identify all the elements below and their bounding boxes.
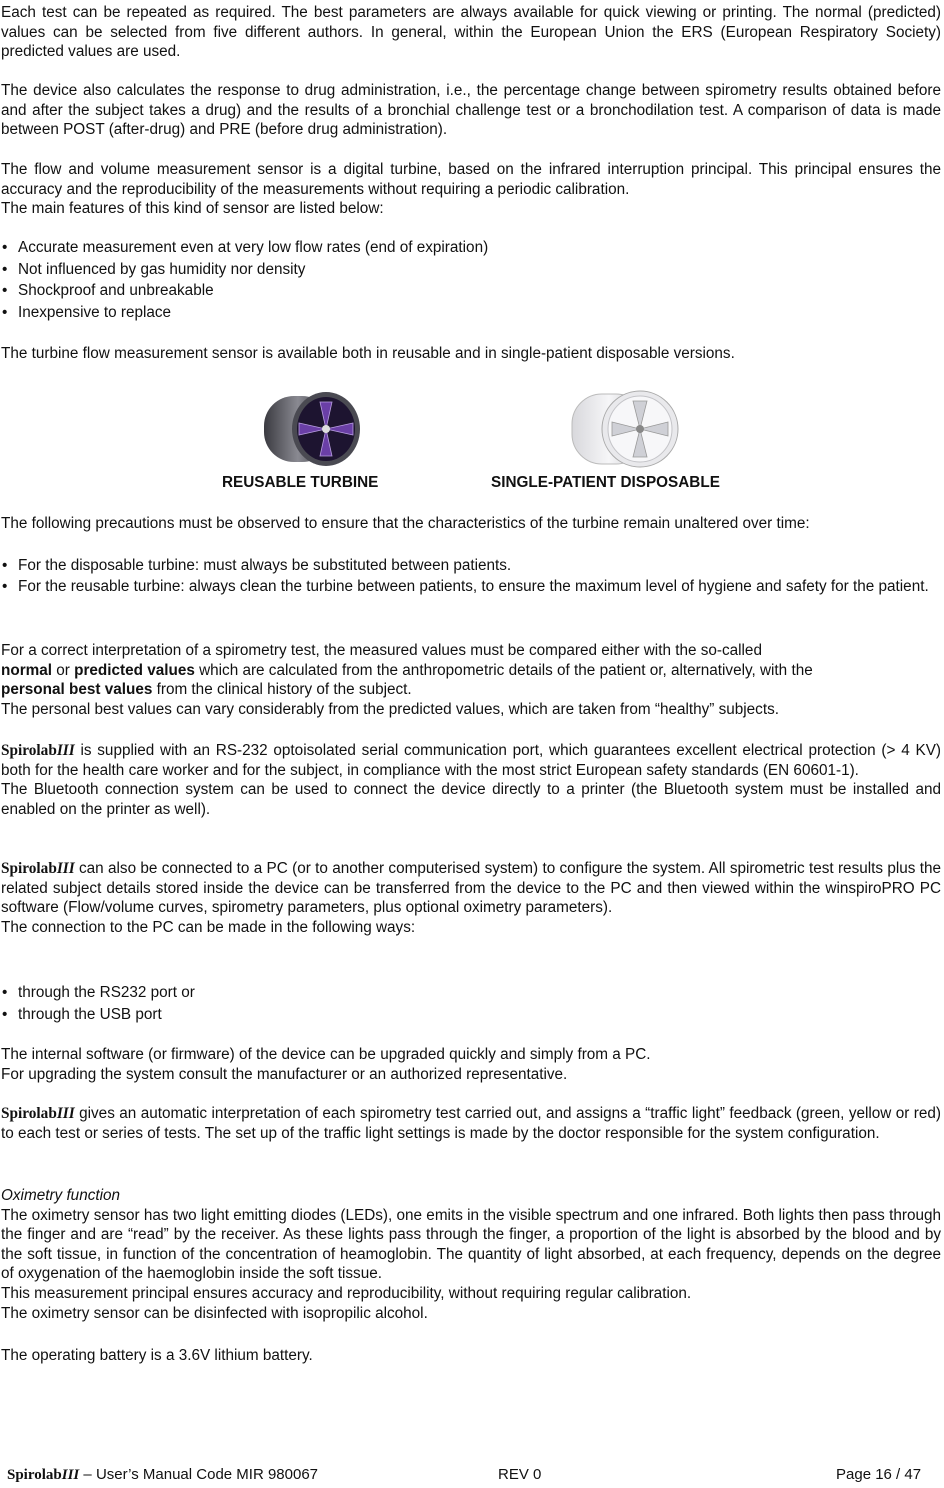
paragraph-traffic-light: SpirolabIII gives an automatic interpretation of each spirometry test carried out, and assigns a “traffic light” feedback (green, yellow or red) to each test or series of tests. The set up of the traffic light settings is made by the doctor responsible for the system configuration. xyxy=(1,1105,941,1142)
precaution-list xyxy=(1,556,941,596)
list-item: • Inexpensive to replace xyxy=(1,303,941,323)
oximetry-text: The oximetry sensor has two light emitting diodes (LEDs), one emits in the visible spectrum and one infrared. Both lights then pass through the finger and are “read” by the receiver. As these lights pass through the finger, a proportion of the light is absorbed by the blood and by the soft tissue, in function of the concentration of heamoglobin. The quantity of light absorbed, at each frequency, depends on the degree of oxygenation of the haemoglobin inside the soft tissue. xyxy=(1,1206,941,1283)
term-normal: normal xyxy=(1,661,52,679)
paragraph-turbine-versions: The turbine flow measurement sensor is available both in reusable and in single-patient disposable versions. xyxy=(1,345,735,362)
paragraph-drug-response: The device also calculates the response to drug administration, i.e., the percentage change between spirometry results obtained before and after the subject takes a drug) and the results of a bronchial challenge test or a bronchodilation test. A comparison of data is made between POST (after-drug) and PRE (before drug administration). xyxy=(1,82,941,139)
paragraph-pc-connection: SpirolabIII can also be connected to a PC (or to another computerised system) to configure the system. All spirometric test results plus the related subject details stored inside the device can be transferred from the device to the PC and then viewed within the winspiroPRO PC software (Flow/volume curves, spirometry parameters, plus optional oximetry parameters). The connection to the PC can be made in the following ways: xyxy=(1,860,941,936)
brand-name: SpirolabIII xyxy=(7,1467,80,1483)
paragraph-test-repeat: Each test can be repeated as required. The best parameters are always available for quick viewing or printing. The normal (predicted) values can be selected from five different authors. In general, within the European Union the ERS (European Respiratory Society) predicted values are used. xyxy=(1,4,941,61)
footer-manual: SpirolabIII – User’s Manual Code MIR 980067 xyxy=(7,1466,319,1483)
term-predicted-values: predicted values xyxy=(74,661,195,679)
paragraph-turbine-sensor xyxy=(1,160,941,219)
paragraph-precautions: The following precautions must be observed to ensure that the characteristics of the turbine remain unaltered over time: xyxy=(1,515,810,532)
personal-best-note: The personal best values can vary considerably from the predicted values, which are taken from “healthy” subjects. xyxy=(1,700,779,718)
disposable-turbine-caption: SINGLE-PATIENT DISPOSABLE xyxy=(491,474,720,491)
paragraph-interpretation: For a correct interpretation of a spirometry test, the measured values must be compared either with the so-called normal or predicted values which are calculated from the anthropometric details of the patient or, alternatively, with the personal best values from the clinical history of the subject. The personal best values can vary considerably from the predicted values, which are taken from “healthy” subjects. xyxy=(1,641,941,719)
list-item: • For the disposable turbine: must always be substituted between patients. xyxy=(1,556,941,576)
feature-list xyxy=(1,238,941,322)
paragraph-rs232: SpirolabIII is supplied with an RS-232 optoisolated serial communication port, which guarantees excellent electrical protection (> 4 KV) both for the health care worker and for the subject, in compliance with the most strict European safety standards (EN 60601-1). The Bluetooth connection system can be used to connect the device directly to a printer (the Bluetooth system must be installed and enabled on the printer as well). xyxy=(1,742,941,818)
term-personal-best: personal best values xyxy=(1,681,153,699)
reusable-turbine-image xyxy=(260,388,368,470)
connection-list xyxy=(1,983,941,1024)
footer-page-number: Page 16 / 47 xyxy=(836,1466,922,1483)
list-item: • Shockproof and unbreakable xyxy=(1,281,941,301)
list-item: • Accurate measurement even at very low flow rates (end of expiration) xyxy=(1,238,941,258)
footer-revision: REV 0 xyxy=(498,1466,542,1483)
brand-name: SpirolabIII xyxy=(1,1105,75,1122)
paragraph-firmware: The internal software (or firmware) of the device can be upgraded quickly and simply from a PC. For upgrading the system consult the manufacturer or an authorized representative. xyxy=(1,1046,651,1083)
oximetry-heading: Oximetry function xyxy=(1,1187,121,1204)
section-oximetry: Oximetry function The oximetry sensor has two light emitting diodes (LEDs), one emits in the visible spectrum and one infrared. Both lights then pass through the finger and are “read” by the receiver. As these lights pass through the finger, a proportion of the light is absorbed by the blood and by the soft tissue, in function of the concentration of heamoglobin. The quantity of light absorbed, at each frequency, depends on the degree of oxygenation of the haemoglobin inside the soft tissue. This measurement principal ensures accuracy and reproducibility, without requiring regular calibration. The oximetry sensor can be disinfected with isopropilic alcohol. xyxy=(1,1187,941,1322)
brand-name: SpirolabIII xyxy=(1,860,75,877)
turbine-sensor-text: The flow and volume measurement sensor is a digital turbine, based on the infrared interruption principal. This principal ensures the accuracy and the reproducibility of the measurements without requiring a periodic calibration. xyxy=(1,161,941,198)
brand-name: SpirolabIII xyxy=(1,742,75,759)
paragraph-battery: The operating battery is a 3.6V lithium battery. xyxy=(1,1347,313,1364)
list-item: • through the USB port xyxy=(1,1005,941,1025)
features-intro: The main features of this kind of sensor are listed below: xyxy=(1,200,384,218)
list-item: • For the reusable turbine: always clean the turbine between patients, to ensure the maximum level of hygiene and safety for the patient. xyxy=(1,577,941,597)
list-item: • through the RS232 port or xyxy=(1,983,941,1003)
bluetooth-note: The Bluetooth connection system can be used to connect the device directly to a printer (the Bluetooth system must be installed and enabled on the printer as well). xyxy=(1,781,941,818)
list-item: • Not influenced by gas humidity nor density xyxy=(1,260,941,280)
connection-intro: The connection to the PC can be made in the following ways: xyxy=(1,918,416,936)
disposable-turbine-image xyxy=(566,388,684,470)
reusable-turbine-caption: REUSABLE TURBINE xyxy=(222,474,379,491)
